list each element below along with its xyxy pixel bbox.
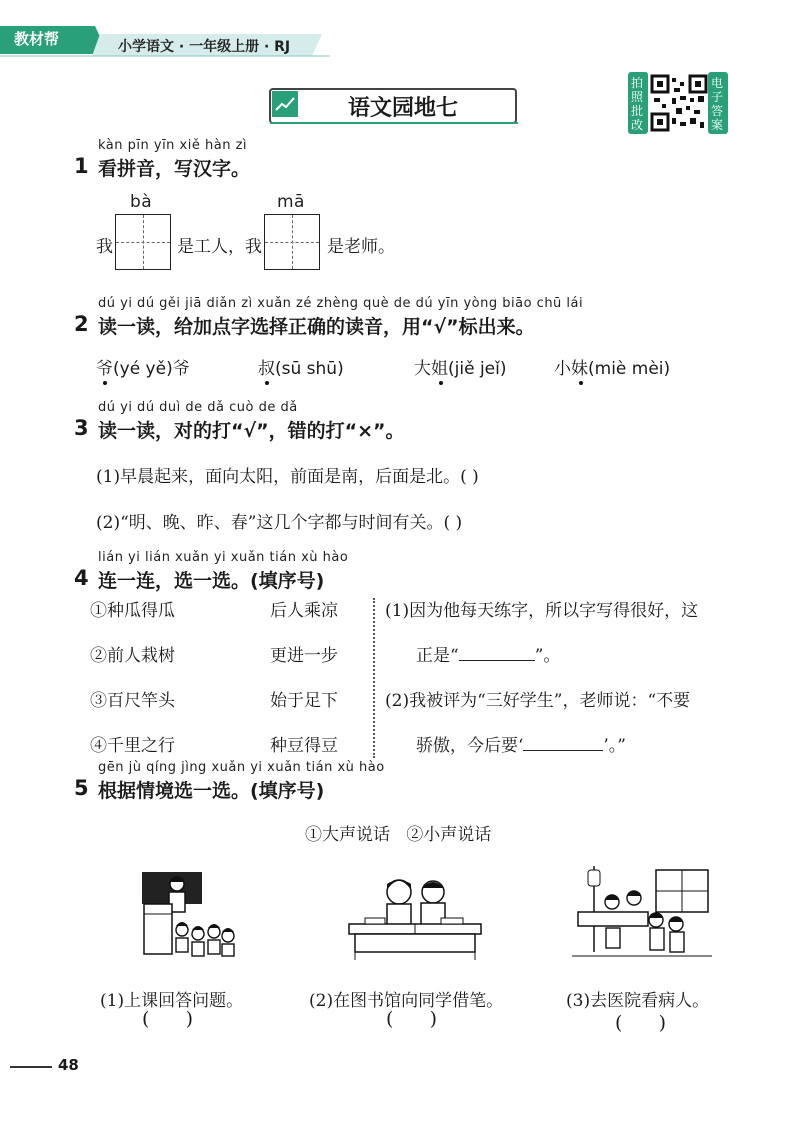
q5-caption-2: (2)在图书馆向同学借笔。 [309, 991, 504, 1011]
page-number: 48 [58, 1056, 79, 1074]
q1-part1: 我 [96, 237, 113, 257]
q2-item-2-dot [265, 381, 269, 385]
q4-right-2[interactable]: 更进一步 [270, 646, 338, 666]
publisher-badge: 教材帮 [14, 30, 60, 48]
library-illustration [345, 872, 485, 962]
q4-blank-1[interactable] [459, 659, 535, 661]
section-title-box [268, 86, 518, 126]
q1-writing-grid-a[interactable] [115, 214, 171, 270]
q5-answer-3[interactable]: ( ) [615, 1012, 667, 1034]
q2-item-2: 叔(sū shū) [258, 359, 344, 379]
q5-answer-1[interactable]: ( ) [142, 1008, 194, 1030]
q3-instruction: 读一读，对的打“√”，错的打“×”。 [98, 420, 405, 442]
q4-right-1[interactable]: 后人乘凉 [270, 601, 338, 621]
q4-divider [373, 598, 375, 758]
qr-code-icon[interactable] [650, 74, 708, 132]
qr-label-right: 电子答案 [711, 76, 724, 132]
q2-item-4-dot [579, 381, 583, 385]
q1-part2: 是工人，我 [177, 237, 262, 257]
q4-sentence-2a: (2)我被评为“三好学生”，老师说：“不要 [385, 691, 691, 711]
q1-pinyin-b: mā [277, 192, 305, 212]
classroom-illustration [132, 862, 252, 962]
q4-sentence-1b: 正是“ ”。 [416, 646, 561, 666]
q2-number: 2 [74, 312, 89, 336]
q3-number: 3 [74, 416, 89, 440]
q2-item-3-dot [439, 381, 443, 385]
q2-item-3: 大姐(jiě jeǐ) [414, 359, 507, 379]
q4-instruction: 连一连，选一选。(填序号) [98, 570, 325, 592]
hospital-illustration [572, 862, 712, 962]
q1-pinyin-a: bà [130, 192, 153, 212]
q4-left-1[interactable]: ①种瓜得瓜 [90, 601, 175, 621]
q1-number: 1 [74, 154, 89, 178]
q4-pinyin: lián yi lián xuǎn yi xuǎn tián xù hào [98, 550, 349, 565]
q4-blank-2[interactable] [523, 749, 603, 751]
q2-item-1-dot [103, 381, 107, 385]
q4-number: 4 [74, 566, 89, 590]
q2-instruction: 读一读，给加点字选择正确的读音，用“√”标出来。 [98, 316, 535, 338]
q3-item-1[interactable]: (1)早晨起来，面向太阳，前面是南，后面是北。( ) [96, 467, 479, 487]
q5-caption-3: (3)去医院看病人。 [566, 991, 710, 1011]
q4-left-4[interactable]: ④千里之行 [90, 736, 175, 756]
footer-rule [10, 1066, 52, 1068]
q3-pinyin: dú yi dú duì de dǎ cuò de dǎ [98, 400, 298, 415]
q1-part3: 是老师。 [327, 237, 395, 257]
q3-item-2[interactable]: (2)“明、晚、昨、春”这几个字都与时间有关。( ) [96, 513, 463, 533]
q1-instruction: 看拼音，写汉字。 [98, 158, 251, 180]
q2-pinyin: dú yi dú gěi jiā diǎn zì xuǎn zé zhèng què de dú yīn yòng biāo chū lái [98, 296, 584, 311]
q5-caption-1: (1)上课回答问题。 [100, 991, 244, 1011]
qr-block[interactable] [628, 72, 728, 134]
q5-answer-2[interactable]: ( ) [386, 1008, 438, 1030]
qr-label-left: 拍照批改 [631, 76, 644, 132]
q4-right-4[interactable]: 种豆得豆 [270, 736, 338, 756]
header-band [0, 22, 330, 58]
q4-sentence-1a: (1)因为他每天练字，所以字写得很好，这 [385, 601, 699, 621]
q5-pinyin: gēn jù qíng jìng xuǎn yi xuǎn tián xù hào [98, 760, 385, 775]
q4-sentence-2b: 骄傲，今后要‘ ’。” [416, 736, 627, 756]
book-subtitle: 小学语文 · 一年级上册 · RJ [118, 39, 291, 55]
q1-writing-grid-b[interactable] [264, 214, 320, 270]
q2-item-4: 小妹(miè mèi) [554, 359, 671, 379]
q4-left-3[interactable]: ③百尺竿头 [90, 691, 175, 711]
q4-right-3[interactable]: 始于足下 [270, 691, 338, 711]
q1-pinyin: kàn pīn yīn xiě hàn zì [98, 138, 247, 153]
section-title: 语文园地七 [348, 96, 459, 121]
q5-number: 5 [74, 776, 89, 800]
q5-instruction: 根据情境选一选。(填序号) [98, 780, 325, 802]
q2-item-1: 爷(yé yě)爷 [96, 359, 190, 379]
q5-options: ①大声说话 ②小声说话 [305, 825, 492, 845]
q4-left-2[interactable]: ②前人栽树 [90, 646, 175, 666]
